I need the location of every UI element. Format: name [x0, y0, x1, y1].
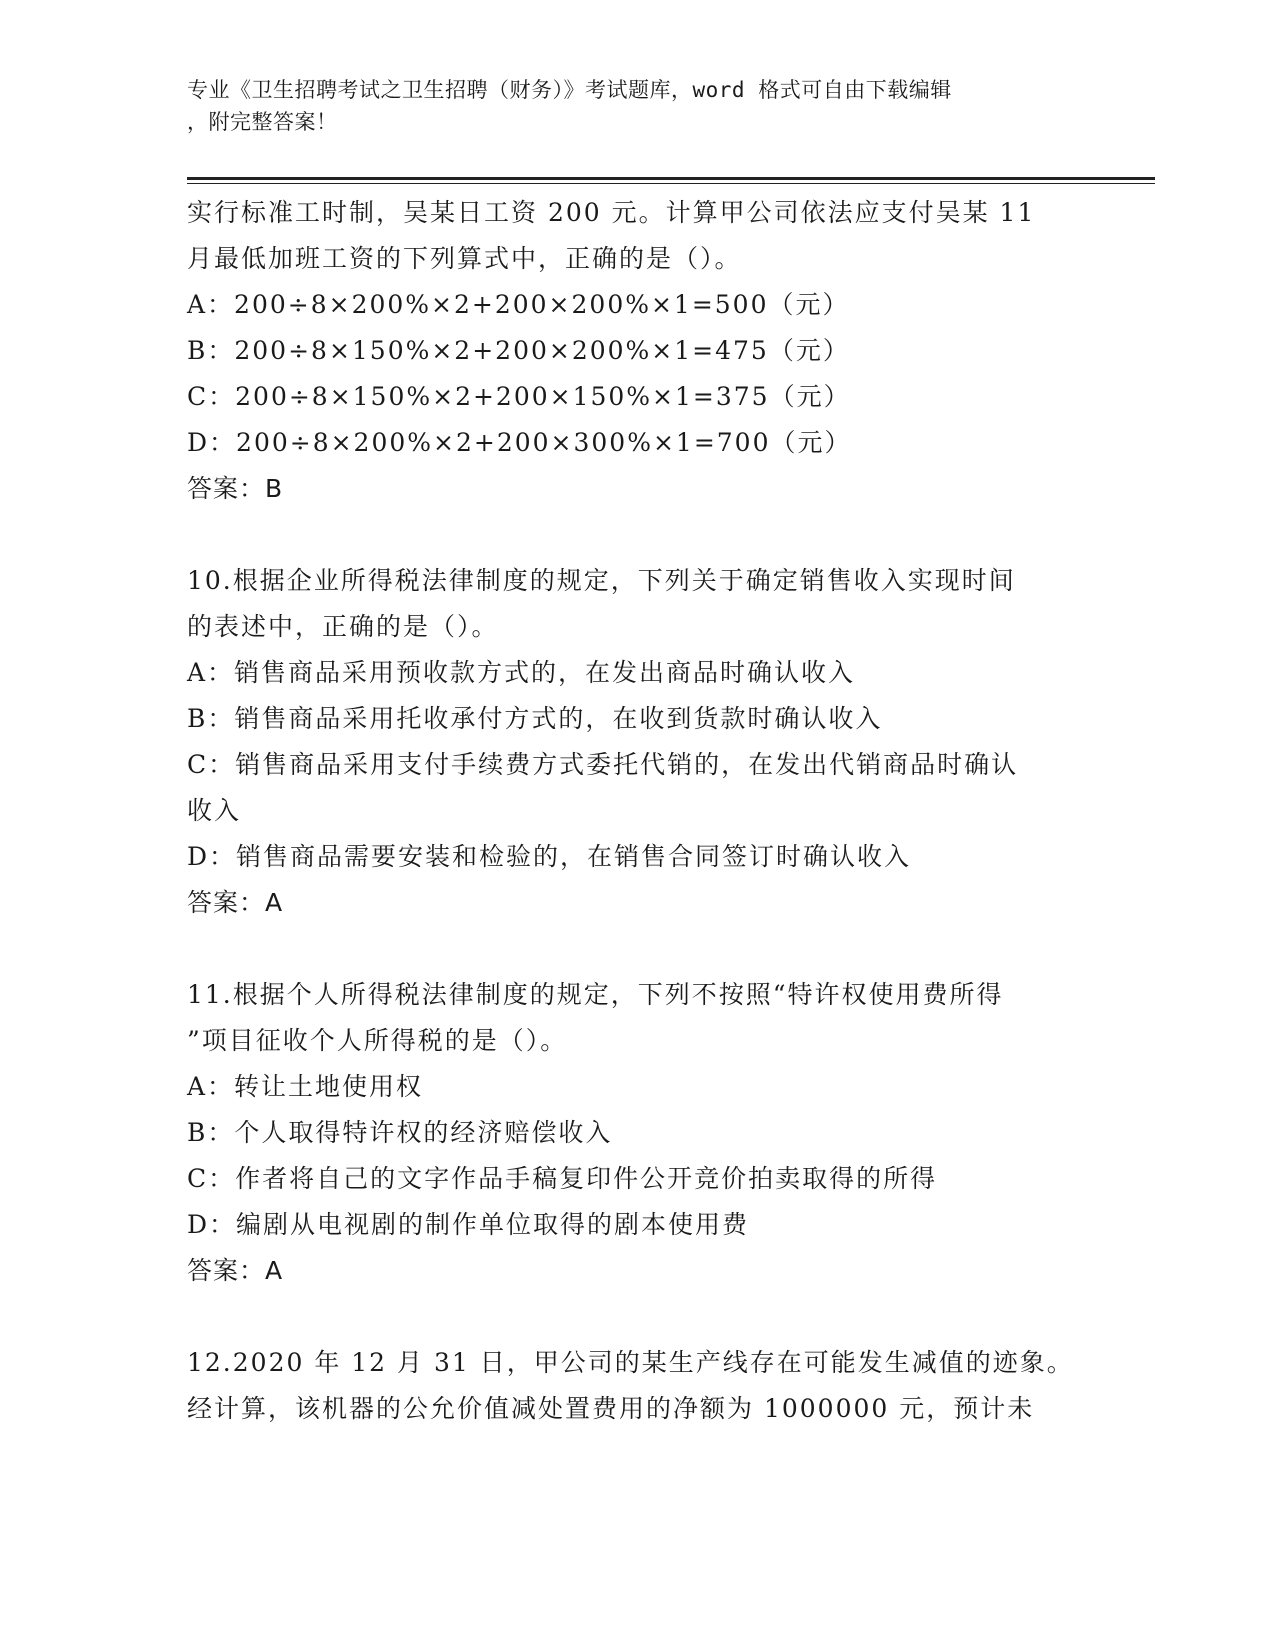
spacer [187, 1294, 1087, 1340]
answer: 答案：A [187, 1256, 284, 1285]
question-stem-line: 实行标准工时制，吴某日工资 200 元。计算甲公司依法应支付吴某 11 [187, 198, 1036, 227]
spacer [187, 926, 1087, 972]
option-b: B：销售商品采用托收承付方式的，在收到货款时确认收入 [187, 704, 883, 733]
option-c: C：200÷8×150%×2+200×150%×1=375（元） [187, 382, 851, 411]
header-divider-thin [187, 183, 1155, 184]
question-stem-line: 11.根据个人所得税法律制度的规定，下列不按照“特许权使用费所得 [187, 980, 1004, 1009]
question-stem-line: 10.根据企业所得税法律制度的规定，下列关于确定销售收入实现时间 [187, 566, 1016, 595]
spacer [187, 512, 1087, 558]
option-a: A：销售商品采用预收款方式的，在发出商品时确认收入 [187, 658, 856, 687]
option-b: B：200÷8×150%×2+200×200%×1=475（元） [187, 336, 850, 365]
question-list [187, 190, 1087, 1432]
option-d: D：销售商品需要安装和检验的，在销售合同签订时确认收入 [187, 842, 912, 871]
option-d: D：200÷8×200%×2+200×300%×1=700（元） [187, 428, 852, 457]
option-c: C：销售商品采用支付手续费方式委托代销的，在发出代销商品时确认 [187, 750, 1019, 779]
header-line-2: ，附完整答案！ [187, 110, 338, 134]
question-10 [187, 558, 1087, 926]
question-stem-line: 的表述中，正确的是（）。 [187, 612, 499, 641]
answer: 答案：B [187, 474, 284, 503]
option-b: B：个人取得特许权的经济赔偿收入 [187, 1118, 613, 1147]
option-c: C：作者将自己的文字作品手稿复印件公开竞价拍卖取得的所得 [187, 1164, 938, 1193]
answer: 答案：A [187, 888, 284, 917]
question-9 [187, 190, 1087, 512]
question-stem-line: 12.2020 年 12 月 31 日，甲公司的某生产线存在可能发生减值的迹象。 [187, 1348, 1074, 1377]
option-a: A：200÷8×200%×2+200×200%×1=500（元） [187, 290, 850, 319]
question-12 [187, 1340, 1087, 1432]
question-11 [187, 972, 1087, 1294]
option-c-continued: 收入 [187, 796, 242, 825]
option-a: A：转让土地使用权 [187, 1072, 424, 1101]
document-header [187, 74, 1067, 138]
question-stem-line: 经计算，该机器的公允价值减处置费用的净额为 1000000 元，预计未 [187, 1394, 1035, 1423]
header-divider-thick [187, 177, 1155, 180]
header-line-1: 专业《卫生招聘考试之卫生招聘（财务）》考试题库，word 格式可自由下载编辑 [187, 78, 952, 102]
option-d: D：编剧从电视剧的制作单位取得的剧本使用费 [187, 1210, 750, 1239]
question-stem-line: 月最低加班工资的下列算式中，正确的是（）。 [187, 244, 742, 273]
question-stem-line: ”项目征收个人所得税的是（）。 [187, 1026, 568, 1055]
